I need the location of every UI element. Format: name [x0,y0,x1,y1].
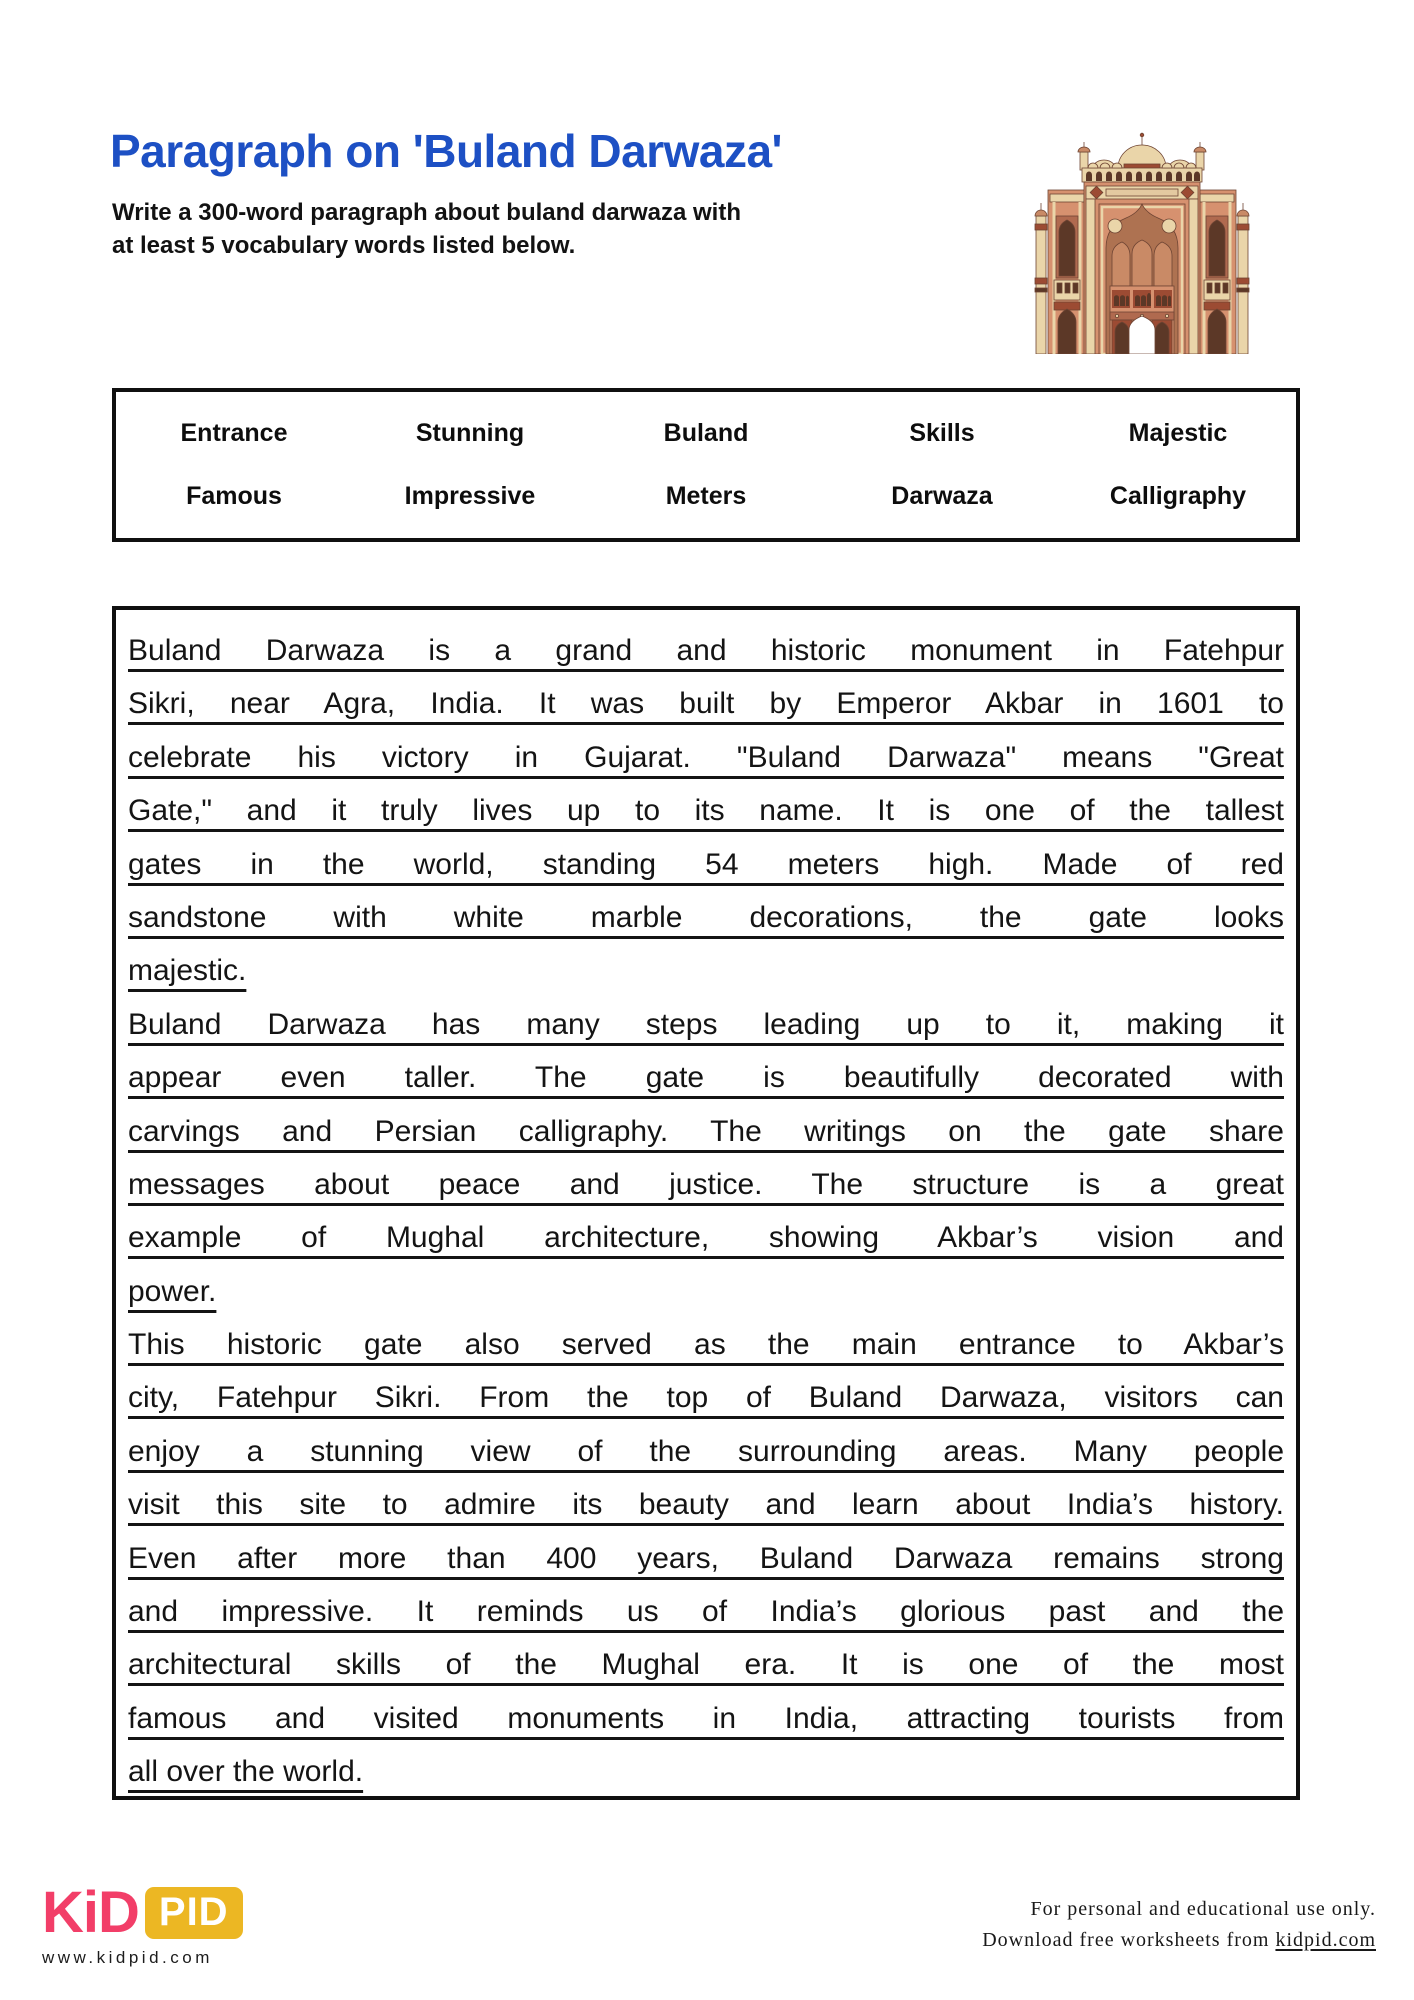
vocab-word: Entrance [180,419,288,447]
paragraph-line: celebrate his victory in Gujarat. "Buland Darwaza" means "Great [128,740,1284,774]
paragraph-line: enjoy a stunning view of the surrounding areas. Many people [128,1434,1284,1468]
paragraph-line: power. [128,1274,217,1308]
paragraph-line: famous and visited monuments in India, attracting tourists from [128,1701,1284,1735]
monument-icon [1028,128,1256,354]
paragraph-line: carvings and Persian calligraphy. The writings on the gate share [128,1114,1284,1148]
paragraph-line: all over the world. [128,1755,364,1789]
logo-pid-badge: PID [145,1887,243,1939]
vocab-word: Impressive [404,482,536,510]
kidpid-link[interactable]: kidpid.com [1275,1929,1376,1951]
vocab-word: Darwaza [891,482,993,510]
footer-note-line-2-prefix: Download free worksheets from [982,1929,1276,1951]
vocab-word: Stunning [415,419,525,447]
footer-note-line-2 [982,1925,1376,1956]
buland-darwaza-illustration [1028,128,1256,356]
instructions-line-2: at least 5 vocabulary words listed below. [112,232,576,259]
vocab-word: Famous [186,482,282,510]
kidpid-logo [42,1880,243,1945]
paragraph-line: messages about peace and justice. The structure is a great [128,1167,1284,1201]
paragraph-line: Sikri, near Agra, India. It was built by Emperor Akbar in 1601 to [128,687,1284,721]
paragraph-line: Gate," and it truly lives up to its name. It is one of the tallest [128,794,1284,828]
vocab-word: Majestic [1128,419,1228,447]
paragraph-line: gates in the world, standing 54 meters high. Made of red [128,847,1284,881]
paragraph-line: and impressive. It reminds us of India’s glorious past and the [128,1595,1284,1629]
paragraph-line: Buland Darwaza has many steps leading up to it, making it [128,1007,1284,1041]
worksheet-instructions [112,196,772,262]
paragraph-line: example of Mughal architecture, showing Akbar’s vision and [128,1221,1284,1255]
vocab-word: Skills [909,419,975,447]
page-title: Paragraph on 'Buland Darwaza' [110,125,782,177]
paragraph-line: majestic. [128,954,247,988]
paragraph-box [112,606,1300,1800]
paragraph-line: Buland Darwaza is a grand and historic monument in Fatehpur [128,634,1284,667]
footer-note-line-1: For personal and educational use only. [1030,1898,1376,1920]
paragraph-line: city, Fatehpur Sikri. From the top of Buland Darwaza, visitors can [128,1381,1284,1415]
logo-kid-text: KiD [42,1880,139,1945]
paragraph-line: visit this site to admire its beauty and learn about India’s history. [128,1488,1284,1522]
paragraph-line: appear even taller. The gate is beautifully decorated with [128,1061,1284,1095]
paragraph-line: Even after more than 400 years, Buland Darwaza remains strong [128,1541,1284,1575]
paragraph-line: This historic gate also served as the main entrance to Akbar’s [128,1328,1284,1362]
vocab-word: Buland [663,419,749,447]
footer-note [982,1894,1376,1956]
paragraph-line: sandstone with white marble decorations, the gate looks [128,900,1284,934]
vocabulary-box [112,388,1300,542]
vocab-word: Calligraphy [1109,482,1247,510]
vocab-word: Meters [665,482,747,510]
paragraph-line: architectural skills of the Mughal era. It is one of the most [128,1648,1284,1682]
instructions-line-1: Write a 300-word paragraph about buland darwaza with [112,199,741,226]
logo-website-text: www.kidpid.com [42,1948,213,1967]
